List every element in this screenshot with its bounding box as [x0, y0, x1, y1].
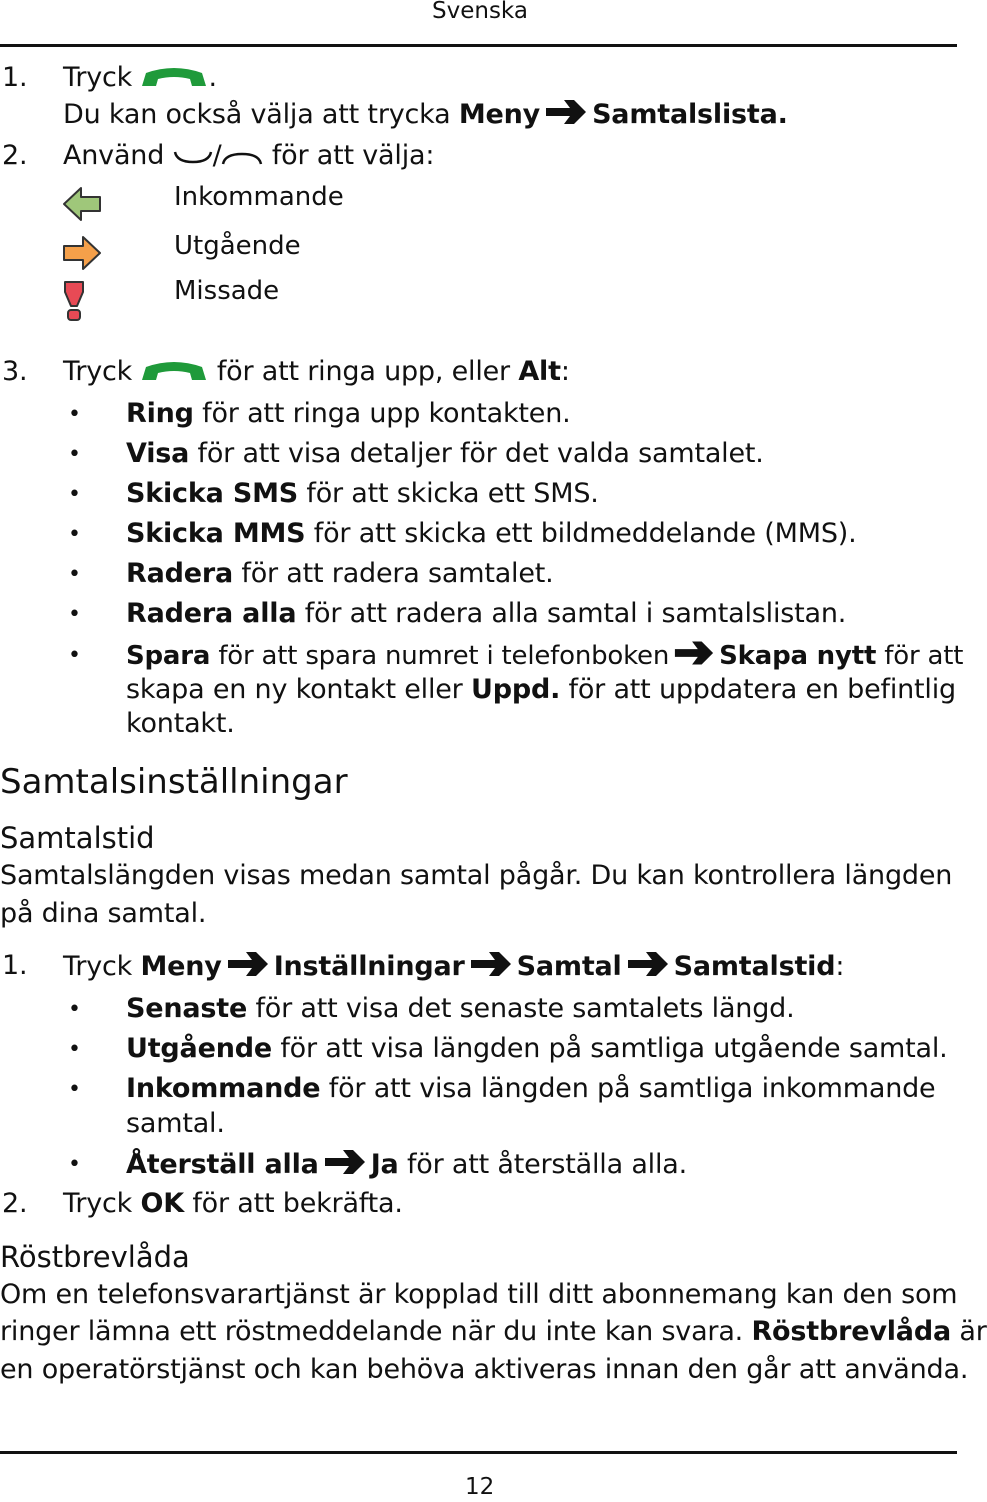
bullet: • — [68, 602, 81, 627]
call-time-step1-number: 1. — [2, 950, 28, 981]
option-bold: Inkommande — [126, 1073, 321, 1104]
bullet: • — [68, 1152, 81, 1177]
option-text: för att skicka ett SMS. — [298, 478, 599, 509]
voicemail-line2 — [0, 1316, 987, 1347]
option-bold: Skicka SMS — [126, 478, 298, 509]
step-text: Tryck — [63, 1188, 133, 1219]
call-time-step1-line — [63, 950, 844, 982]
arrow-right-icon — [673, 639, 715, 667]
call-key-icon-2 — [140, 358, 208, 389]
option-text: för att visa längden på samtliga utgående samtal. — [271, 1033, 948, 1064]
page-number: 12 — [465, 1474, 495, 1500]
bullet: • — [68, 1037, 81, 1062]
bullet: • — [68, 997, 81, 1022]
option-bold: Visa — [126, 438, 190, 469]
option-bold: Utgående — [126, 1033, 272, 1064]
option-utgaende — [126, 1033, 948, 1064]
option-spara-line1 — [126, 639, 963, 671]
step1-text: Tryck — [63, 62, 133, 93]
arrow-right-icon — [626, 950, 670, 978]
step1-line2 — [63, 98, 788, 130]
call-time-label: Samtalstid — [673, 951, 836, 982]
bullet: • — [68, 1077, 81, 1102]
bullet: • — [68, 643, 81, 668]
option-visa — [126, 438, 764, 469]
incoming-arrow-icon — [62, 186, 102, 226]
option-reset — [126, 1148, 687, 1180]
option-text: för att visa längden på samtliga inkommande — [320, 1073, 936, 1104]
step2-text-b: för att välja: — [271, 140, 435, 171]
call-time-step2-number: 2. — [2, 1188, 28, 1219]
step3-text-b: för att ringa upp, eller — [216, 356, 510, 387]
option-ring — [126, 398, 571, 429]
alt-label: Alt — [518, 356, 561, 387]
option-bold: Ring — [126, 398, 194, 429]
option-bold: Spara — [126, 641, 211, 671]
voicemail-text: ringer lämna ett röstmeddelande när du inte kan svara. — [0, 1316, 744, 1347]
voicemail-bold: Röstbrevlåda — [751, 1316, 951, 1347]
call-key-icon — [140, 64, 208, 95]
step1-line2-end: . — [777, 99, 788, 130]
arrow-right-icon — [544, 98, 588, 126]
footer-rule — [0, 1451, 957, 1454]
navigate-up-icon — [221, 142, 263, 173]
option-radera — [126, 558, 554, 589]
step2-text: Använd — [63, 140, 165, 171]
option-text: för att visa det senaste samtalets längd. — [247, 993, 795, 1024]
option-text: för att återställa alla. — [398, 1149, 688, 1180]
step3-text: Tryck — [63, 356, 133, 387]
step-text: Tryck — [63, 951, 133, 982]
type-outgoing-label: Utgående — [174, 231, 301, 261]
section-heading: Samtalsinställningar — [0, 762, 348, 802]
option-text: för att radera samtalet. — [233, 558, 554, 589]
option-inkommande — [126, 1073, 935, 1104]
step3-number: 3. — [2, 356, 28, 387]
option-senaste — [126, 993, 794, 1024]
bullet: • — [68, 442, 81, 467]
voicemail-line3: en operatörstjänst och kan behöva aktiveras innan den går att använda. — [0, 1354, 969, 1385]
option-bold: Skicka MMS — [126, 518, 306, 549]
colon: : — [835, 951, 845, 982]
option-text: för att spara numret i telefonboken — [218, 641, 670, 671]
missed-exclamation-icon — [62, 280, 86, 326]
type-incoming-label: Inkommande — [174, 182, 344, 212]
step3-line — [63, 356, 570, 389]
option-text: för att ringa upp kontakten. — [193, 398, 571, 429]
subsection-heading-voicemail: Röstbrevlåda — [0, 1240, 190, 1274]
option-bold: Senaste — [126, 993, 248, 1024]
menu-label: Meny — [458, 99, 541, 130]
bullet: • — [68, 562, 81, 587]
option-text: för att skicka ett bildmeddelande (MMS). — [305, 518, 857, 549]
option-spara-line3: kontakt. — [126, 708, 235, 739]
option-bold: Återställ alla — [126, 1149, 319, 1180]
arrow-right-icon — [226, 950, 270, 978]
step2-line — [63, 140, 434, 173]
option-text: för att visa detaljer för det valda samtalet. — [189, 438, 764, 469]
step1-period: . — [208, 62, 217, 93]
option-text: skapa en ny kontakt eller — [126, 674, 463, 705]
option-text: för att uppdatera en befintlig — [568, 674, 956, 705]
step1-number: 1. — [2, 62, 28, 93]
settings-label: Inställningar — [273, 951, 465, 982]
menu-label: Meny — [140, 951, 222, 982]
type-missed-label: Missade — [174, 276, 280, 306]
navigate-down-icon — [173, 142, 213, 173]
step2-number: 2. — [2, 140, 28, 171]
option-inkommande-line2: samtal. — [126, 1108, 225, 1139]
step1-line1 — [63, 62, 217, 95]
ok-label: OK — [140, 1188, 184, 1219]
step3-colon: : — [560, 356, 570, 387]
arrow-right-icon — [469, 950, 513, 978]
option-radera-alla — [126, 598, 846, 629]
option-bold: Radera alla — [126, 598, 297, 629]
step2-slash: / — [212, 140, 222, 171]
header-language: Svenska — [432, 0, 528, 24]
bullet: • — [68, 402, 81, 427]
voicemail-text-b: är — [959, 1316, 987, 1347]
call-time-desc-line1: Samtalslängden visas medan samtal pågår. Du kan kontrollera längden — [0, 860, 953, 891]
option-text-2: för att — [884, 641, 964, 671]
option-bold: Uppd. — [470, 674, 561, 705]
option-text: för att radera alla samtal i samtalslistan. — [296, 598, 847, 629]
step1-line2-text: Du kan också välja att trycka — [63, 99, 451, 130]
bullet: • — [68, 522, 81, 547]
voicemail-line1: Om en telefonsvarartjänst är kopplad till ditt abonnemang kan den som — [0, 1279, 958, 1310]
option-bold: Radera — [126, 558, 233, 589]
arrow-right-icon — [323, 1148, 367, 1176]
call-time-desc-line2: på dina samtal. — [0, 898, 207, 929]
option-spara-line2 — [126, 674, 956, 705]
step-text-b: för att bekräfta. — [183, 1188, 403, 1219]
outgoing-arrow-icon — [62, 235, 102, 275]
call-time-step2-line — [63, 1188, 403, 1219]
bullet: • — [68, 482, 81, 507]
call-label: Samtal — [516, 951, 622, 982]
subsection-heading-call-time: Samtalstid — [0, 821, 155, 855]
option-bold-2: Skapa nytt — [719, 641, 877, 671]
option-sms — [126, 478, 599, 509]
call-list-label: Samtalslista — [592, 99, 778, 130]
option-mms — [126, 518, 856, 549]
header-rule — [0, 44, 957, 47]
yes-label: Ja — [370, 1149, 399, 1180]
